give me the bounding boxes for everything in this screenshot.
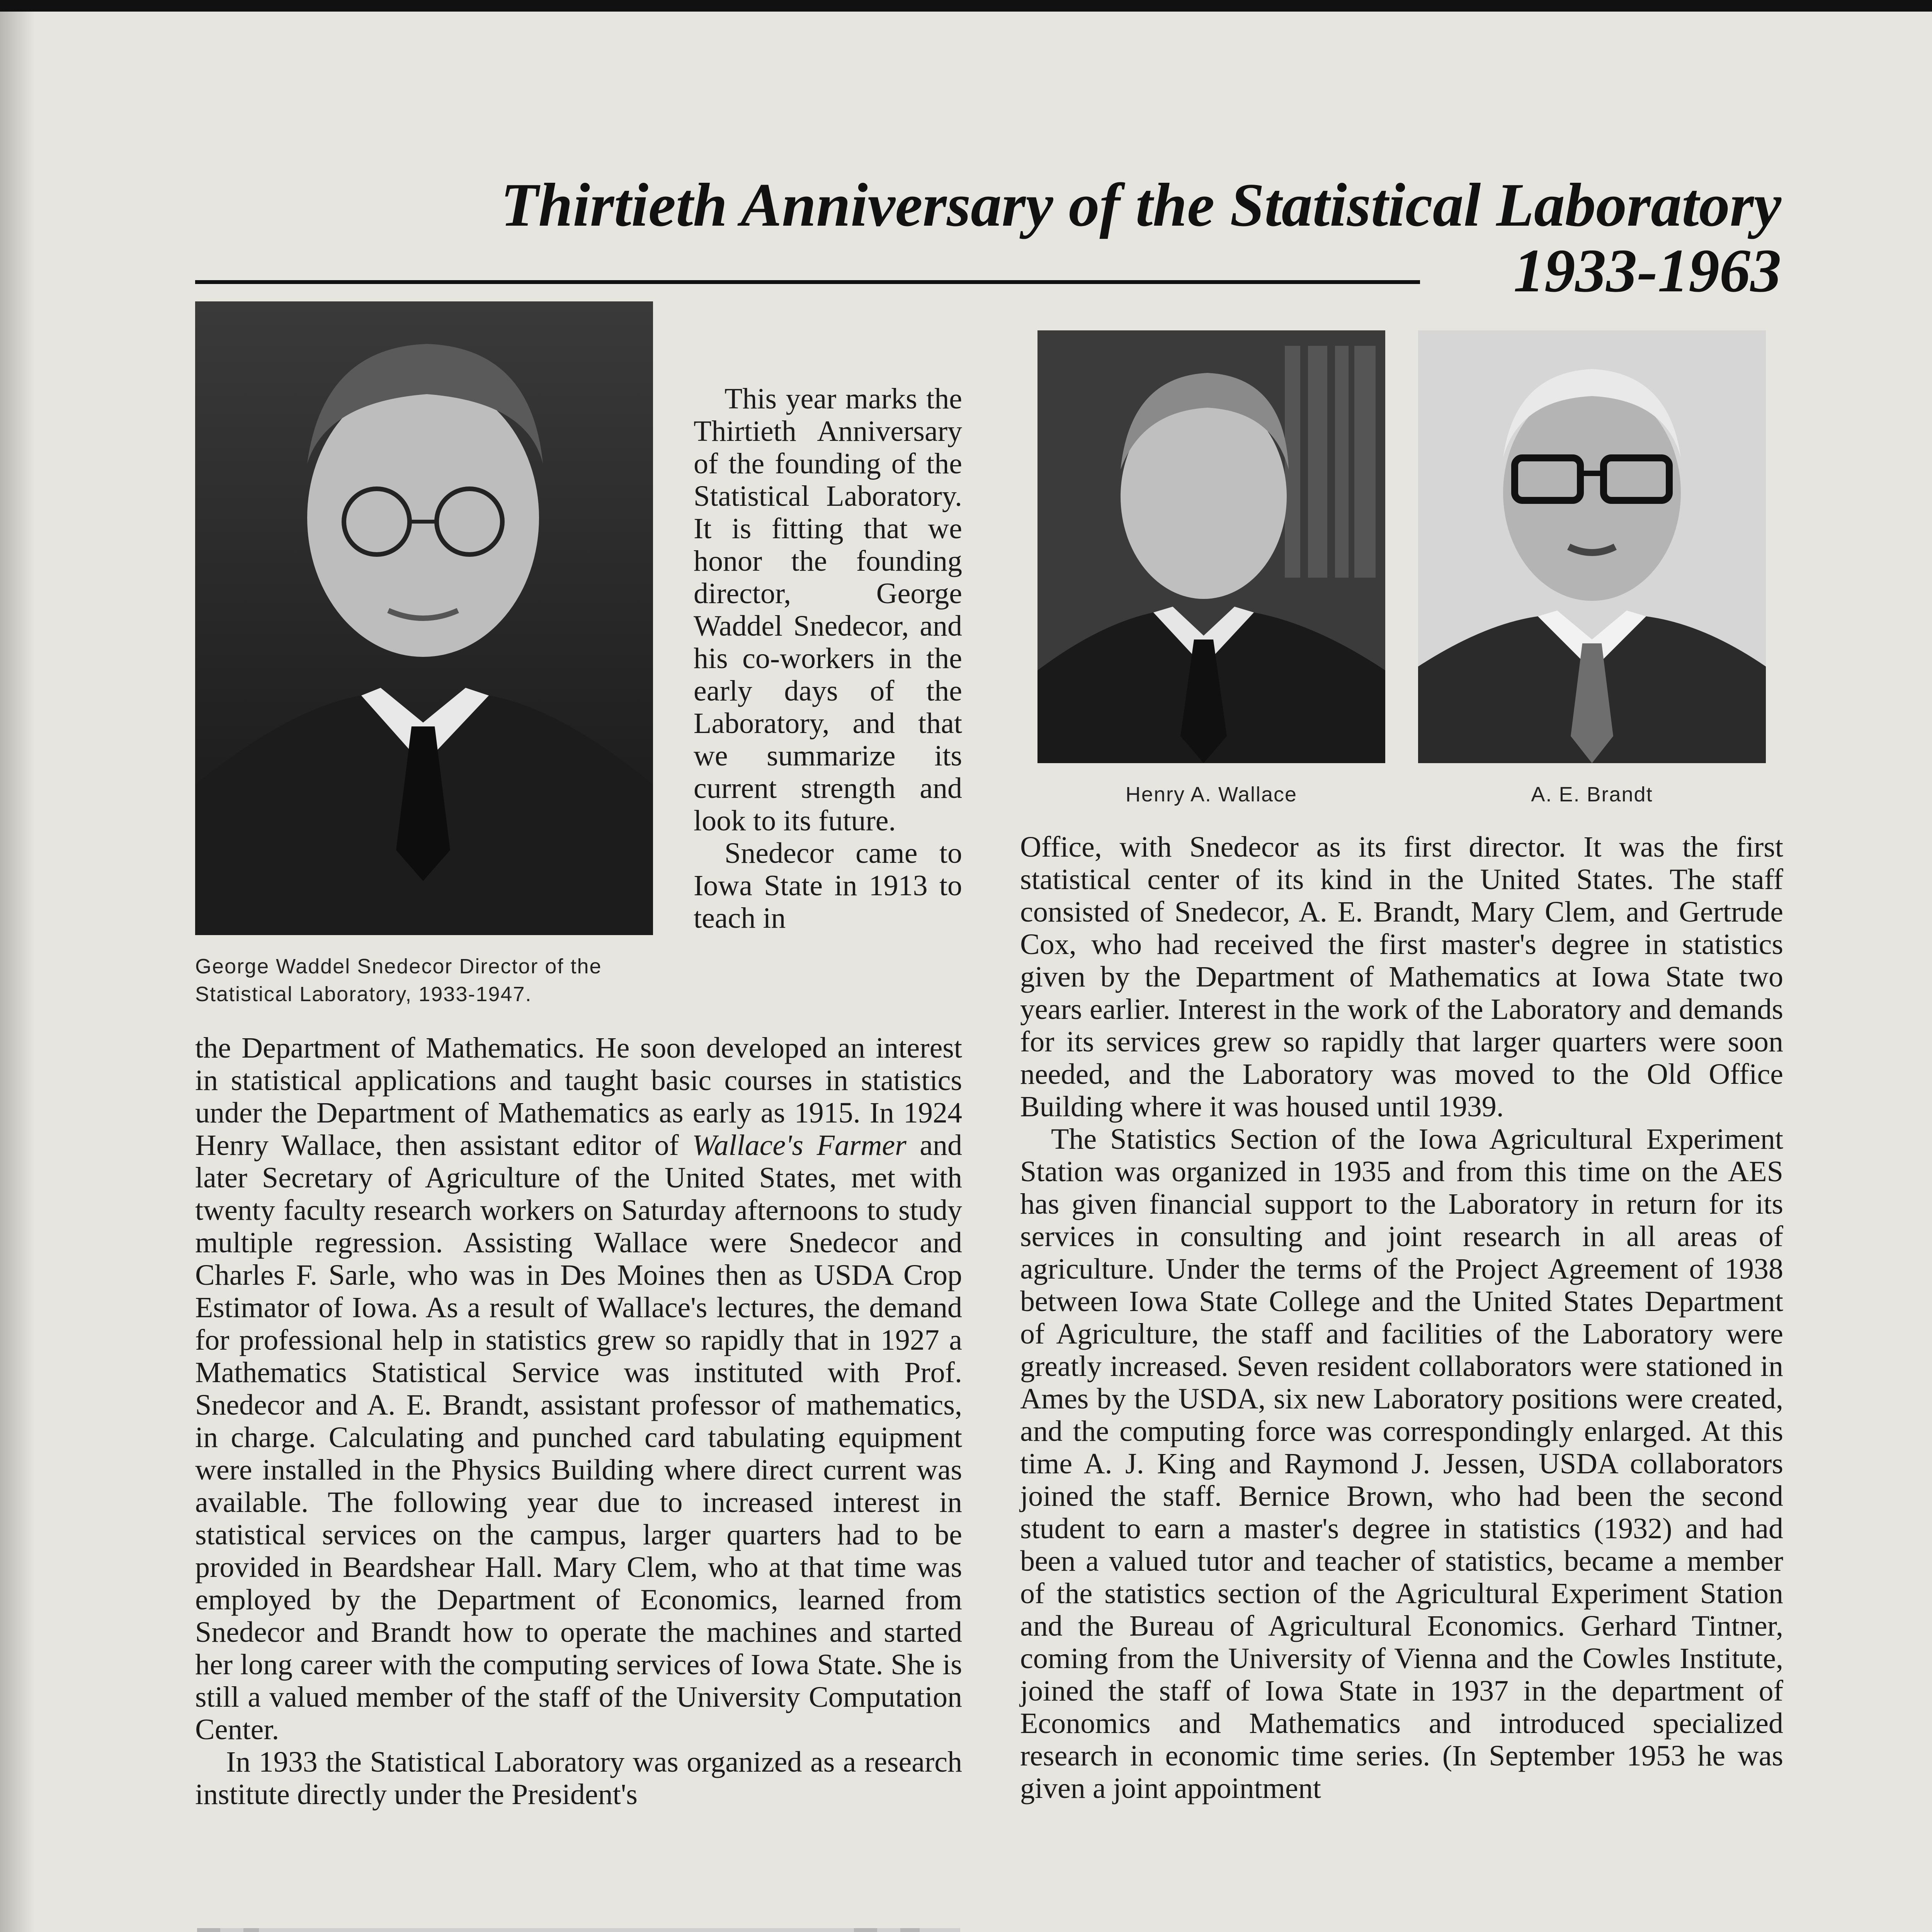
title-years: 1933-1963 (1513, 236, 1781, 305)
paragraph-2-end: and later Secretary of Agriculture of the United States, met with twenty faculty research workers on Saturday afternoons to study multiple regression. Assisting Wallace were Snedecor and Charles F. Sarle, who was in Des Moines then as USDA Crop Estimator of Iowa. As a result of Wallace's lectures, the demand for professional help in statistics grew so rapidly that in 1927 a Mathematics Statistical Service was instituted with Prof. Snedecor and A. E. Brandt, assistant professor of mathematics, in charge. Calculating and punched card tabulating equipment were installed in the Physics Building where direct current was available. The following year due to increased interest in statistical services on the campus, larger quarters had to be provided in Beardshear Hall. Mary Clem, who at that time was employed by the Department of Economics, learned from Snedecor and Brandt how to operate the machines and started her long career with the computing services of Iowa State. She is still a valued member of the staff of the University Computation Center. (195, 1129, 962, 1746)
paragraph-2 (195, 1032, 962, 1746)
intro-paragraph: This year marks the Thirtieth Anniversary of the founding of the Statistical Laboratory. It is fitting that we honor the founding director, George Waddel Snedecor, and his co-workers in the early days of the Laboratory, and that we summarize its current strength and look to its future. (694, 383, 962, 837)
page-title: Thirtieth Anniversary of the Statistical Laboratory (500, 170, 1781, 239)
paragraph-2-start: Snedecor came to Iowa State in 1913 to teach in (694, 837, 962, 934)
left-column-text (195, 1032, 962, 1811)
snedecor-portrait (195, 301, 653, 935)
wallaces-farmer-title: Wallace's Farmer (692, 1129, 906, 1162)
scan-top-border (0, 0, 1932, 12)
intro-column (694, 383, 962, 934)
scan-binding-shadow (0, 12, 35, 1932)
snedecor-caption: George Waddel Snedecor Director of the Statistical Laboratory, 1933-1947. (195, 955, 602, 1006)
paragraph-3-continued: Office, with Snedecor as its first director. It was the first statistical center of its kind in the United States. The staff consisted of Snedecor, A. E. Brandt, Mary Clem, and Gertrude Cox, who had received the first master's degree in statistics given by the Department of Mathematics at Iowa State two years earlier. Interest in the work of the Laboratory and demands for its services grew so rapidly that larger quarters were soon needed, and the Laboratory was moved to the Old Office Building where it was housed until 1939. (1020, 831, 1783, 1123)
paragraph-2-body: the Department of Mathematics. He soon developed an interest in statistical applications and taught basic courses in statistics under the Department of Mathematics as early as 1915. In 1924 Henry Wallace, then assistant editor of (195, 1032, 962, 1162)
group-photo-1940 (197, 1928, 960, 1932)
title-rule (195, 280, 1420, 284)
paragraph-3: In 1933 the Statistical Laboratory was organized as a research institute directly under the President's (195, 1746, 962, 1811)
paragraph-4: The Statistics Section of the Iowa Agricultural Experiment Station was organized in 1935 and from this time on the AES has given financial support to the Laboratory in return for its services in consulting and joint research in all areas of agriculture. Under the terms of the Project Agreement of 1938 between Iowa State College and the United States Department of Agriculture, the staff and facilities of the Laboratory were greatly increased. Seven resident collaborators were stationed in Ames by the USDA, six new Laboratory positions were created, and the computing force was correspondingly enlarged. At this time A. J. King and Raymond J. Jessen, USDA collaborators joined the staff. Bernice Brown, who had been the second student to earn a master's degree in statistics (1932) and had been a valued tutor and teacher of statistics, became a member of the statistics section of the Agricultural Experiment Station and the Bureau of Agricultural Economics. Gerhard Tintner, coming from the University of Vienna and the Cowles Institute, joined the staff of Iowa State in 1937 in the department of Economics and Mathematics and introduced specialized research in economic time series. (In September 1953 he was given a joint appointment (1020, 1123, 1783, 1804)
wallace-caption: Henry A. Wallace (1125, 783, 1298, 806)
brandt-portrait (1418, 330, 1766, 763)
wallace-portrait (1037, 330, 1385, 763)
brandt-caption: A. E. Brandt (1531, 783, 1653, 806)
right-column-text (1020, 831, 1783, 1804)
